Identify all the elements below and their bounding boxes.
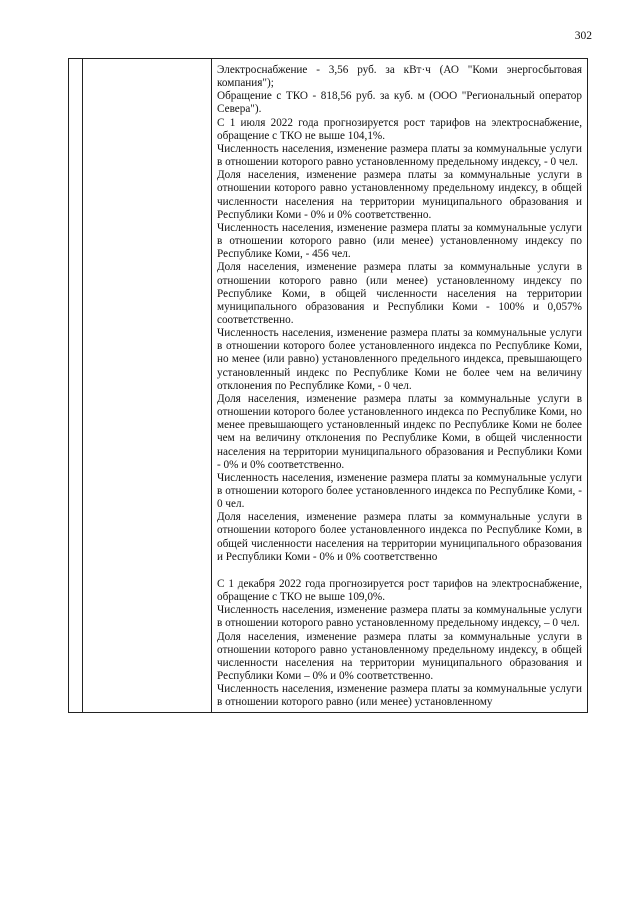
table-cell-label [83,59,212,713]
paragraph: Численность населения, изменение размера платы за коммунальные услуги в отношении которого равно (или менее) установленному индексу по Республике Коми, - 456 чел. [217,221,582,261]
paragraph: Доля населения, изменение размера платы за коммунальные услуги в отношении которого равно установленному предельному индексу, в общей численности населения на территории муниципального образования и Республики Коми – 0% и 0% соответственно. [217,630,582,683]
table-cell-number [69,59,83,713]
paragraph: Численность населения, изменение размера платы за коммунальные услуги в отношении которого равно установленному предельному индексу, – 0 чел. [217,604,582,630]
paragraph: Численность населения, изменение размера платы за коммунальные услуги в отношении которого равно (или менее) установленному [217,683,582,709]
paragraph: С 1 декабря 2022 года прогнозируется рост тарифов на электроснабжение, обращение с ТКО не выше 109,0%. [217,577,582,604]
table-row [69,59,588,713]
paragraph: Численность населения, изменение размера платы за коммунальные услуги в отношении которого более установленного индекса по Республике Коми, но менее (или равно) установленного предельного индекса, превышающего установленный индекс по Республике Коми не более чем на величину отклонения по Республике Коми, - 0 чел. [217,327,582,392]
paragraph: Доля населения, изменение размера платы за коммунальные услуги в отношении которого равно установленному предельному индексу, в общей численности населения на территории муниципального образования и Республики Коми - 0% и 0% соответственно. [217,169,582,221]
paragraph: Доля населения, изменение размера платы за коммунальные услуги в отношении которого более установленного индекса по Республике Коми, в общей численности населения на территории муниципального образования и Республики Коми - 0% и 0% соответственно [217,511,582,563]
paragraph: Обращение с ТКО - 818,56 руб. за куб. м (ООО "Региональный оператор Севера"). [217,90,582,116]
paragraph: Электроснабжение - 3,56 руб. за кВт·ч (АО "Коми энергосбытовая компания"); [217,64,582,90]
paragraph: Численность населения, изменение размера платы за коммунальные услуги в отношении которого более установленного индекса по Республике Коми, - 0 чел. [217,471,582,511]
document-table [68,58,588,713]
paragraph: Доля населения, изменение размера платы за коммунальные услуги в отношении которого более установленного индекса по Республике Коми, но менее превышающего установленный индекс по Республике Коми не более чем на величину отклонения по Республике Коми, в общей численности населения на территории муниципального образования и Республики Коми - 0% и 0% соответственно. [217,392,582,471]
paragraph: Доля населения, изменение размера платы за коммунальные услуги в отношении которого равно (или менее) установленному индексу по Республике Коми, в общей численности населения на территории муниципального образования и Республики Коми - 100% и 0,057% соответственно. [217,261,582,326]
page-number: 302 [574,30,592,42]
paragraph: С 1 июля 2022 года прогнозируется рост тарифов на электроснабжение, обращение с ТКО не выше 104,1%. [217,116,582,142]
paragraph-gap [217,564,582,578]
table-cell-content [212,59,588,713]
paragraph: Численность населения, изменение размера платы за коммунальные услуги в отношении которого равно установленному предельному индексу, - 0 чел. [217,142,582,169]
